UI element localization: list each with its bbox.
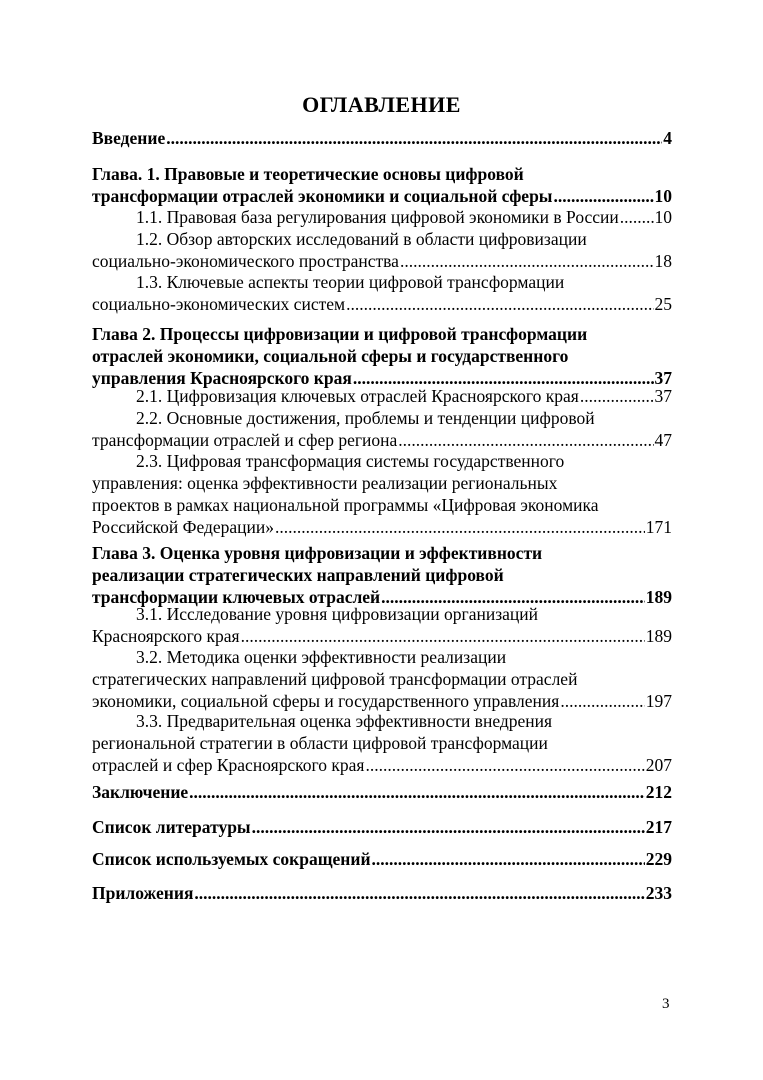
toc-entry-line: реализации стратегических направлений цифровой	[92, 565, 504, 585]
toc-entry-appendices[interactable]	[92, 882, 672, 904]
page-title: ОГЛАВЛЕНИЕ	[302, 92, 461, 117]
leader-dots	[166, 127, 662, 149]
toc-page-number: 10	[654, 207, 672, 227]
toc-entry-label: Список литературы	[92, 817, 251, 837]
toc-page-number: 233	[645, 883, 672, 903]
toc-entry-chapter-1[interactable]	[92, 163, 672, 207]
toc-entry-label: отраслей и сфер Красноярского края	[92, 755, 365, 775]
toc-entry-label: управления Красноярского края	[92, 368, 352, 388]
toc-entry-2-2[interactable]	[92, 407, 672, 451]
toc-entry-label: трансформации отраслей и сфер региона	[92, 430, 398, 450]
leader-dots	[580, 385, 654, 407]
leader-dots	[189, 781, 645, 803]
toc-page-number: 4	[663, 128, 672, 148]
toc-page-number: 25	[654, 294, 672, 314]
toc-entry-label: трансформации ключевых отраслей	[92, 587, 381, 607]
toc-entry-1-2[interactable]	[92, 228, 672, 272]
toc-entry-references[interactable]	[92, 816, 672, 838]
toc-page-number: 10	[654, 186, 672, 206]
toc-entry-3-2[interactable]	[92, 646, 672, 712]
toc-entry-line: Глава 3. Оценка уровня цифровизации и эффективности	[92, 543, 543, 563]
toc-entry-label: социально-экономических систем	[92, 294, 346, 314]
toc-entry-label: Введение	[92, 128, 166, 148]
toc-page-number: 207	[645, 755, 672, 775]
toc-entry-conclusion[interactable]	[92, 781, 672, 803]
toc-entry-label: экономики, социальной сферы и государственного управления	[92, 691, 560, 711]
toc-entry-3-3[interactable]	[92, 710, 672, 776]
toc-entry-label: Список используемых сокращений	[92, 849, 371, 869]
toc-page-number: 217	[645, 817, 672, 837]
toc-page-number: 229	[645, 849, 672, 869]
leader-dots	[400, 250, 654, 272]
toc-entry-label: 2.1. Цифровизация ключевых отраслей Красноярского края	[136, 386, 579, 406]
toc-entry-chapter-2[interactable]	[92, 323, 672, 389]
leader-dots	[365, 754, 644, 776]
leader-dots	[346, 293, 653, 315]
toc-page-number: 197	[645, 691, 672, 711]
toc-entry-line: проектов в рамках национальной программы «Цифровая экономика	[92, 495, 599, 515]
leader-dots	[194, 882, 644, 904]
toc-page-number: 37	[654, 386, 672, 406]
toc-page-number: 189	[645, 626, 672, 646]
leader-dots	[275, 516, 645, 538]
toc-entry-chapter-3[interactable]	[92, 542, 672, 608]
toc-page-number: 189	[645, 587, 672, 607]
toc-entry-line: стратегических направлений цифровой трансформации отраслей	[92, 669, 578, 689]
leader-dots	[398, 429, 653, 451]
toc-entry-line: 3.3. Предварительная оценка эффективности внедрения	[136, 711, 553, 731]
leader-dots	[241, 625, 645, 647]
toc-page-number: 18	[654, 251, 672, 271]
toc-entry-introduction[interactable]	[92, 127, 672, 149]
toc-entry-line: 2.2. Основные достижения, проблемы и тенденции цифровой	[136, 408, 595, 428]
page-number: 3	[662, 996, 670, 1012]
leader-dots	[252, 816, 645, 838]
toc-entry-label: 1.1. Правовая база регулирования цифровой экономики в России	[136, 207, 619, 227]
toc-entry-abbreviations[interactable]	[92, 848, 672, 870]
toc-entry-label: Приложения	[92, 883, 194, 903]
toc-entry-3-1[interactable]	[92, 603, 672, 647]
toc-entry-line: 2.3. Цифровая трансформация системы государственного	[136, 451, 565, 471]
toc-entry-label: Красноярского края	[92, 626, 240, 646]
toc-entry-line: 3.1. Исследование уровня цифровизации организаций	[136, 604, 538, 624]
toc-entry-line: Глава 2. Процессы цифровизации и цифровой трансформации	[92, 324, 588, 344]
toc-entry-line: отраслей экономики, социальной сферы и государственного	[92, 346, 569, 366]
toc-entry-line: управления: оценка эффективности реализации региональных	[92, 473, 558, 493]
toc-page-number: 37	[654, 368, 672, 388]
leader-dots	[560, 690, 644, 712]
toc-page-number: 47	[654, 430, 672, 450]
leader-dots	[372, 848, 645, 870]
toc-entry-line: 1.2. Обзор авторских исследований в области цифровизации	[136, 229, 587, 249]
toc-entry-line: региональной стратегии в области цифровой трансформации	[92, 733, 548, 753]
toc-page-number: 212	[645, 782, 672, 802]
toc-entry-line: Глава. 1. Правовые и теоретические основы цифровой	[92, 164, 524, 184]
toc-page-number: 171	[645, 517, 672, 537]
toc-entry-2-1[interactable]	[92, 385, 672, 407]
toc-entry-label: трансформации отраслей экономики и социальной сферы	[92, 186, 553, 206]
toc-entry-line: 3.2. Методика оценки эффективности реализации	[136, 647, 507, 667]
toc-entry-1-3[interactable]	[92, 271, 672, 315]
toc-entry-label: Российской Федерации»	[92, 517, 275, 537]
leader-dots	[553, 185, 653, 207]
toc-entry-label: социально-экономического пространства	[92, 251, 399, 271]
toc-entry-2-3[interactable]	[92, 450, 672, 538]
leader-dots	[620, 206, 654, 228]
toc-entry-label: Заключение	[92, 782, 189, 802]
toc-entry-line: 1.3. Ключевые аспекты теории цифровой трансформации	[136, 272, 565, 292]
toc-entry-1-1[interactable]	[92, 206, 672, 228]
